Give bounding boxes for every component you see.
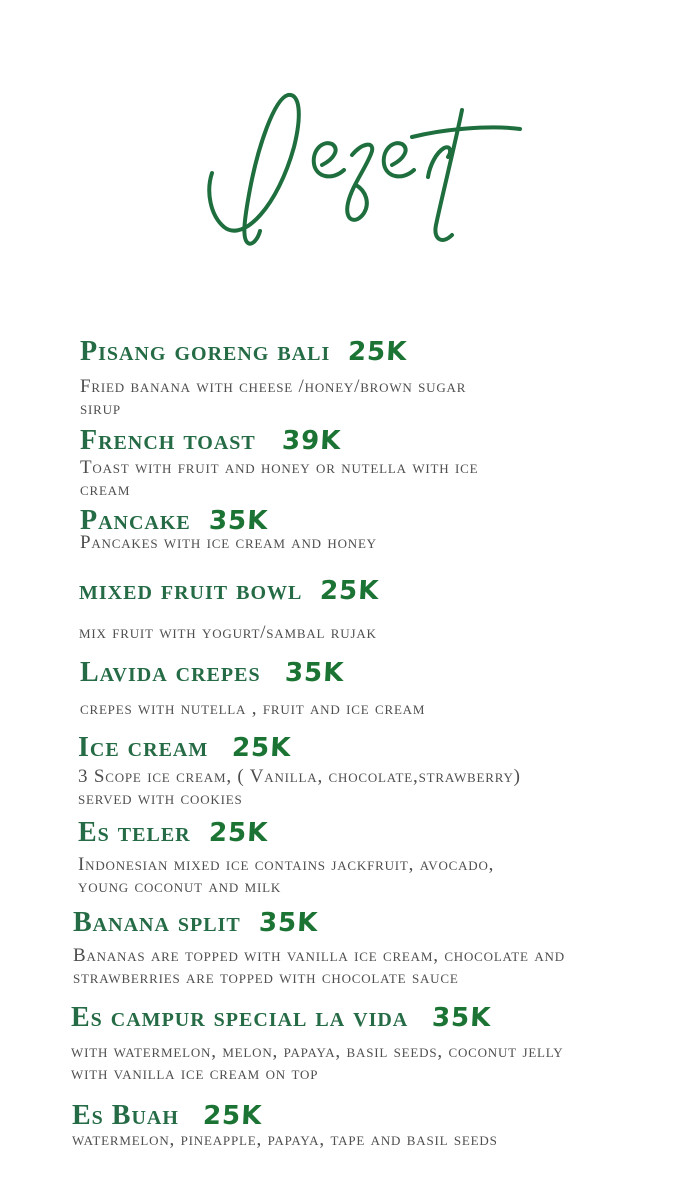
menu-item-es-campur-special-la-vida (71, 1004, 563, 1085)
item-price: 25K (207, 818, 269, 848)
item-name: Ice cream (78, 732, 209, 763)
item-name: Pancake (80, 505, 191, 536)
item-head (79, 577, 380, 605)
item-name: Es teler (78, 817, 191, 848)
item-description: Fried banana with cheese /honey/brown sugar sirup (80, 376, 467, 419)
item-head (80, 507, 377, 535)
item-head (73, 909, 565, 937)
item-name: French toast (80, 425, 256, 456)
item-head (78, 819, 494, 847)
item-name: mixed fruit bowl (79, 575, 303, 606)
menu-item-pancake (80, 507, 377, 554)
item-price: 35K (257, 908, 319, 938)
item-description: Indonesian mixed ice contains jackfruit, avocado, young coconut and milk (78, 854, 495, 897)
desert-script-title (200, 85, 540, 275)
item-head (72, 1102, 498, 1130)
item-name: Pisang goreng bali (80, 336, 331, 367)
item-head (78, 734, 521, 762)
item-price: 25K (347, 337, 409, 367)
item-description: Toast with fruit and honey or nutella with ice cream (80, 457, 479, 500)
menu-item-french-toast (80, 427, 478, 501)
menu-item-banana-split (73, 909, 565, 989)
menu-item-pisang-goreng-bali (80, 338, 466, 420)
page-title (0, 0, 1, 1)
item-head (80, 338, 466, 366)
item-price: 25K (319, 576, 381, 606)
item-description: crepes with nutella , fruit and ice cream (80, 698, 426, 719)
item-description: mix fruit with yogurt/sambal rujak (79, 622, 377, 643)
item-description: with watermelon, melon, papaya, basil seeds, coconut jelly with vanilla ice cream on top (71, 1041, 564, 1084)
item-price: 35K (431, 1003, 493, 1033)
item-price: 35K (207, 506, 269, 536)
item-price: 39K (280, 426, 342, 456)
item-price: 35K (283, 658, 345, 688)
item-name: Banana split (73, 907, 241, 938)
item-head (80, 659, 425, 687)
item-price: 25K (202, 1101, 264, 1131)
item-name: Lavida crepes (80, 657, 261, 688)
menu-item-ice-cream (78, 734, 521, 810)
item-price: 25K (231, 733, 293, 763)
item-description: watermelon, pineapple, papaya, tape and basil seeds (72, 1129, 498, 1150)
item-description: 3 Scope ice cream, ( Vanilla, chocolate,strawberry) served with cookies (78, 766, 521, 809)
item-head (80, 427, 478, 455)
item-description: Pancakes with ice cream and honey (80, 532, 377, 553)
menu-item-es-teler (78, 819, 494, 898)
menu-item-lavida-crepes (80, 659, 425, 720)
item-head (71, 1004, 563, 1032)
item-description: Bananas are topped with vanilla ice cream, chocolate and strawberries are topped with chocolate sauce (73, 945, 565, 988)
item-name: Es campur special la vida (71, 1002, 409, 1033)
item-name: Es Buah (72, 1100, 179, 1131)
menu-item-mixed-fruit-bowl (79, 577, 380, 644)
menu-item-es-buah (72, 1102, 498, 1151)
